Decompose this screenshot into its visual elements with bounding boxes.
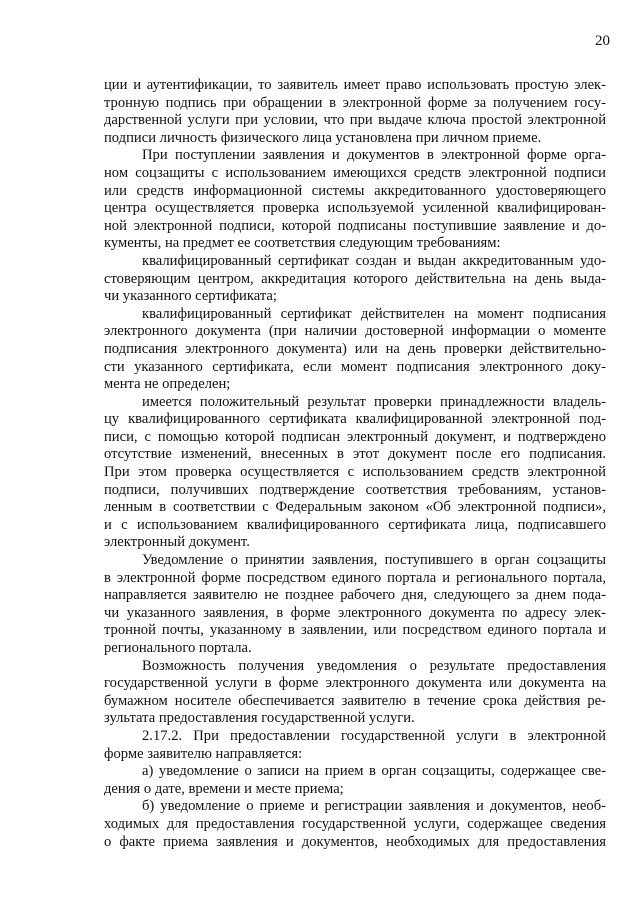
text-line: а) уведомление о записи на прием в орган соцзащиты, содержащее све- [142, 763, 606, 780]
text-line: подписи личность физического лица установлена при личном приеме. [104, 129, 542, 146]
text-line: чи указанного заявления, в форме электронного документа по адресу элек- [104, 604, 606, 621]
text-line: мента не определен; [104, 376, 231, 393]
text-line: сти указанного сертификата, если момент подписания электронного доку- [104, 358, 606, 375]
text-line: дения о дате, времени и месте приема; [104, 780, 344, 797]
text-line: 2.17.2. При предоставлении государственной услуги в электронной [142, 727, 606, 744]
text-line: и с использованием квалифицированного сертификата лица, подписавшего [104, 516, 606, 533]
text-line: электронный документ. [104, 534, 250, 551]
text-line: ленным в соответствии с Федеральным законом «Об электронной подписи», [104, 499, 606, 516]
text-line: ходимых для предоставления государственной услуги, содержащее сведения [104, 815, 606, 832]
text-line: электронного документа (при наличии достоверной информации о моменте [104, 323, 606, 340]
text-line: направляется заявителю не позднее рабочего дня, следующего за днем пода- [104, 587, 606, 604]
document-body [104, 77, 606, 851]
text-line: ной электронной подписи, которой подписаны поступившие заявление и до- [104, 217, 606, 234]
text-line: тронной почты, указанному в заявлении, или посредством единого портала и [104, 622, 606, 639]
text-line: дарственной услуги при условии, что при выдаче ключа простой электронной [104, 112, 606, 129]
text-line: писи, с помощью которой подписан электронный документ, и подтверждено [104, 428, 606, 445]
text-line: тронную подпись при обращении в электронной форме за получением госу- [104, 94, 606, 111]
text-line: квалифицированный сертификат действителен на момент подписания [142, 305, 606, 322]
text-line: ции и аутентификации, то заявитель имеет право использовать простую элек- [104, 77, 606, 93]
text-line: о факте приема заявления и документов, необходимых для предоставления [104, 833, 606, 850]
text-line: имеется положительный результат проверки принадлежности владель- [142, 393, 606, 410]
text-line: б) уведомление о приеме и регистрации заявления и документов, необ- [142, 798, 606, 815]
text-line: При этом проверка осуществляется с использованием средств электронной [104, 464, 606, 481]
text-line: в электронной форме посредством единого портала и регионального портала, [104, 569, 606, 586]
text-line: цу квалифицированного сертификата квалифицированной электронной под- [104, 411, 606, 428]
text-line: подписи, получивших подтверждение соответствия требованиям, установ- [104, 481, 606, 498]
text-line: государственной услуги в форме электронного документа или документа на [104, 675, 606, 692]
text-line: При поступлении заявления и документов в электронной форме орга- [142, 147, 606, 164]
text-line: чи указанного сертификата; [104, 288, 277, 305]
text-line: отсутствие изменений, внесенных в этот документ после его подписания. [104, 446, 606, 463]
text-line: центра осуществляется проверка используемой усиленной квалифицирован- [104, 200, 606, 217]
text-line: подписания электронного документа) или на день проверки действительно- [104, 340, 606, 357]
text-line: ном соцзащиты с использованием имеющихся средств электронной подписи [104, 164, 606, 181]
page-number: 20 [595, 33, 610, 49]
text-line: форме заявителю направляется: [104, 745, 303, 762]
text-line: Уведомление о принятии заявления, поступившего в орган соцзащиты [142, 552, 606, 569]
text-line: стоверяющим центром, аккредитация которого действительна на день выда- [104, 270, 606, 287]
text-line: регионального портала. [104, 640, 252, 656]
text-line: зультата предоставления государственной услуги. [104, 710, 415, 727]
text-line: кументы, на предмет ее соответствия следующим требованиям: [104, 235, 501, 252]
text-line: или средств информационной системы аккредитованного удостоверяющего [104, 182, 606, 199]
text-line: Возможность получения уведомления о результате предоставления [142, 657, 606, 674]
text-line: квалифицированный сертификат создан и выдан аккредитованным удо- [142, 252, 606, 269]
text-line: бумажном носителе обеспечивается заявителю в течение срока действия ре- [104, 692, 606, 709]
